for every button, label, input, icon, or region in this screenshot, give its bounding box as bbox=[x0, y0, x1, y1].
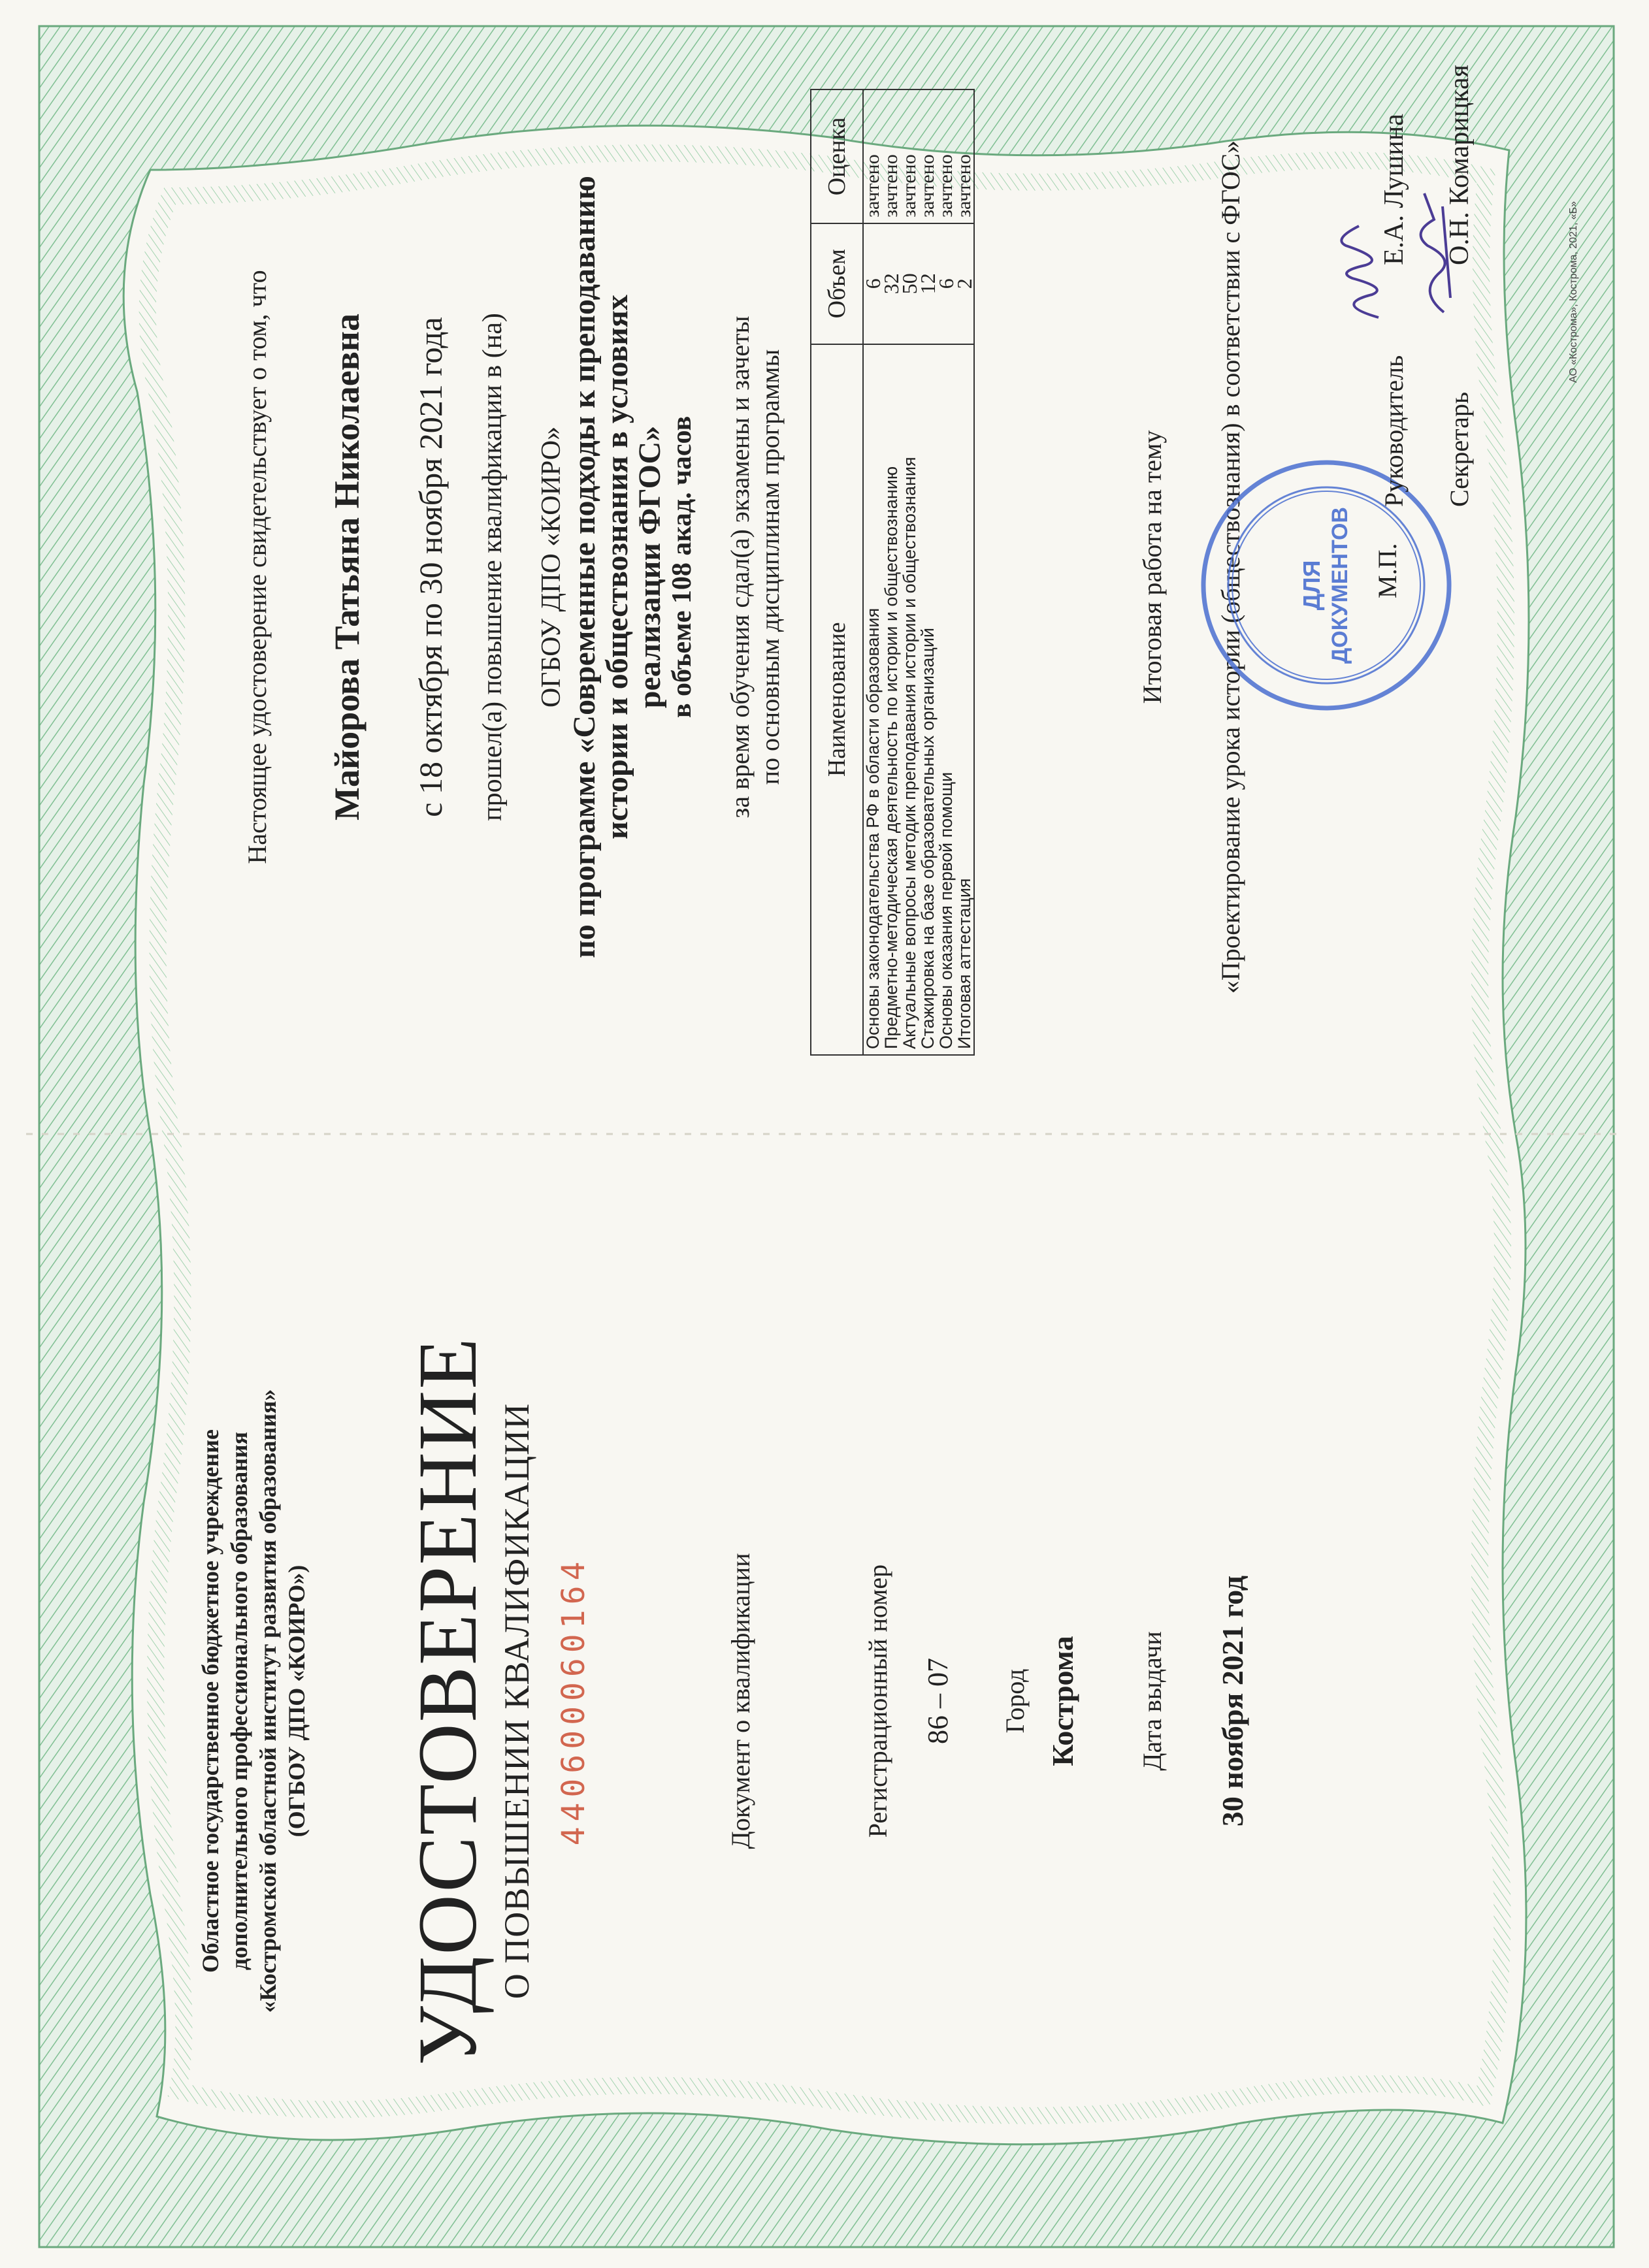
table-row bbox=[882, 89, 900, 1055]
cover-panel bbox=[0, 1134, 1649, 2268]
program-line: по программе «Современные подходы к преподаванию bbox=[567, 176, 602, 958]
issue-date: 30 ноября 2021 год bbox=[1216, 1575, 1249, 1827]
issue-date-label: Дата выдачи bbox=[1137, 1631, 1167, 1771]
certificate-serial-number: 440600060164 bbox=[555, 1556, 592, 1846]
program-line: истории и обществознания в условиях bbox=[600, 295, 634, 839]
discipline-hours: 2 bbox=[955, 223, 974, 344]
exams-line: по основным дисциплинам программы bbox=[755, 349, 785, 785]
table-header-row bbox=[811, 89, 863, 1055]
disciplines-table bbox=[810, 89, 975, 1056]
final-work-topic: «Проектирование урока истории (обществознания) в соответствии с ФГОС» bbox=[1216, 140, 1245, 994]
city-label: Город bbox=[1000, 1668, 1030, 1734]
issuing-organization bbox=[196, 1134, 311, 2268]
svg-text:ДЛЯ: ДЛЯ bbox=[1298, 560, 1325, 611]
registration-number-label: Регистрационный номер bbox=[863, 1564, 892, 1838]
program-line: реализации ФГОС» bbox=[632, 425, 667, 709]
secretary-name: О.Н. Комарицкая bbox=[1445, 65, 1475, 265]
organization-short-name: ОГБОУ ДПО «КОИРО» bbox=[536, 426, 566, 708]
org-line: (ОГБОУ ДПО «КОИРО») bbox=[284, 1564, 310, 1838]
column-header-grade: Оценка bbox=[811, 89, 863, 223]
org-line: дополнительного профессионального образования bbox=[226, 1431, 252, 1971]
document-type-label: Документ о квалификации bbox=[726, 1553, 755, 1849]
official-seal bbox=[1196, 455, 1457, 716]
exams-line: за время обучения сдал(а) экзамены и зачеты bbox=[725, 316, 755, 818]
discipline-grade: зачтено bbox=[900, 89, 919, 223]
program-hours: в объеме 108 акад. часов bbox=[667, 415, 697, 719]
column-header-name: Наименование bbox=[811, 344, 863, 1055]
table-row bbox=[955, 89, 974, 1055]
table-row bbox=[900, 89, 919, 1055]
discipline-hours: 6 bbox=[937, 223, 955, 344]
head-name: Е.А. Лушина bbox=[1379, 114, 1409, 265]
discipline-name: Актуальные вопросы методик преподавания истории и обществознания bbox=[900, 344, 919, 1055]
discipline-name: Основы законодательства РФ в области образования bbox=[863, 344, 882, 1055]
discipline-hours: 32 bbox=[882, 223, 900, 344]
head-label: Руководитель bbox=[1379, 355, 1409, 507]
final-work-label: Итоговая работа на тему bbox=[1137, 430, 1167, 704]
discipline-name: Основы оказания первой помощи bbox=[937, 344, 955, 1055]
secretary-label: Секретарь bbox=[1445, 391, 1474, 507]
registration-number: 86 – 07 bbox=[922, 1658, 954, 1744]
discipline-hours: 6 bbox=[863, 223, 882, 344]
printer-imprint: АО «Кострома», Кострома, 2021, «Б» bbox=[1568, 201, 1579, 383]
holder-name: Майорова Татьяна Николаевна bbox=[327, 314, 367, 820]
city-value: Кострома bbox=[1046, 1636, 1079, 1766]
column-header-hours: Объем bbox=[811, 223, 863, 344]
program-title bbox=[568, 0, 666, 1134]
discipline-name: Предметно-методическая деятельность по истории и обществознанию bbox=[882, 344, 900, 1055]
discipline-grade: зачтено bbox=[955, 89, 974, 223]
discipline-grade: зачтено bbox=[863, 89, 882, 223]
discipline-hours: 50 bbox=[900, 223, 919, 344]
training-period: с 18 октября по 30 ноября 2021 года bbox=[412, 317, 449, 817]
exams-text bbox=[725, 0, 785, 1134]
intro-text: Настоящее удостоверение свидетельствует о том, что bbox=[242, 270, 272, 864]
svg-text:ДОКУМЕНТОВ: ДОКУМЕНТОВ bbox=[1328, 507, 1352, 664]
discipline-grade: зачтено bbox=[937, 89, 955, 223]
discipline-hours: 12 bbox=[919, 223, 937, 344]
table-row bbox=[919, 89, 937, 1055]
org-line: Областное государственное бюджетное учреждение bbox=[197, 1429, 223, 1973]
certificate-title: УДОСТОВЕРЕНИЕ bbox=[401, 1336, 494, 2066]
seal-place-label: М.П. bbox=[1373, 543, 1402, 598]
table-row bbox=[937, 89, 955, 1055]
discipline-name: Стажировка на базе образовательных организаций bbox=[919, 344, 937, 1055]
table-row bbox=[863, 89, 882, 1055]
discipline-grade: зачтено bbox=[919, 89, 937, 223]
discipline-name: Итоговая аттестация bbox=[955, 344, 974, 1055]
org-line: «Костромской областной институт развития образования» bbox=[255, 1389, 281, 2013]
certificate-subtitle: О ПОВЫШЕНИИ КВАЛИФИКАЦИИ bbox=[497, 1402, 536, 2000]
discipline-grade: зачтено bbox=[882, 89, 900, 223]
passed-training-text: прошел(а) повышение квалификации в (на) bbox=[478, 313, 508, 821]
